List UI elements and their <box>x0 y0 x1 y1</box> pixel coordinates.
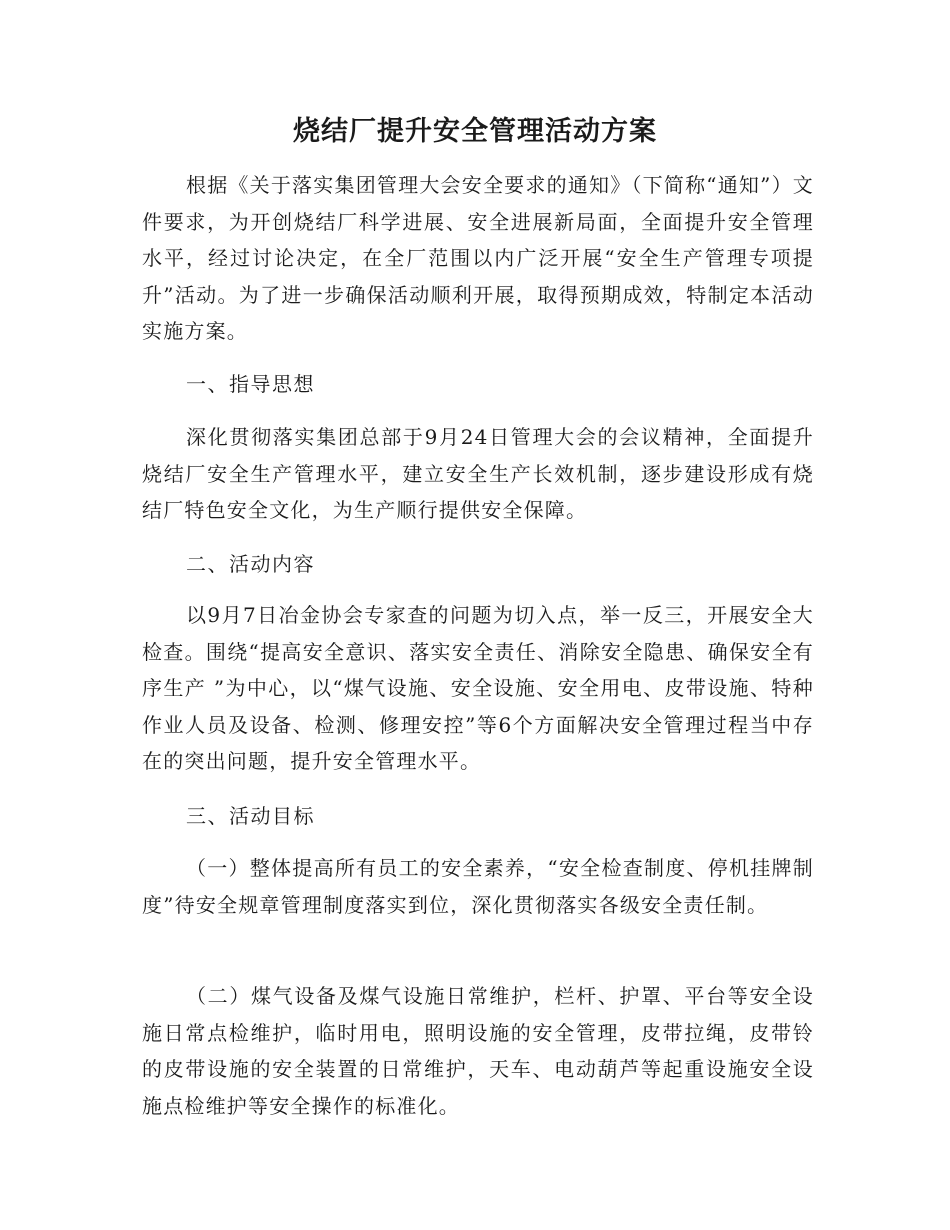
goal-item-2: （二）煤气设备及煤气设施日常维护，栏杆、护罩、平台等安全设施日常点检维护，临时用电，照明设施的安全管理，皮带拉绳，皮带铃的皮带设施的安全装置的日常维护，天车、电动葫芦等起重设施安全设施点检维护等安全操作的标准化。 <box>142 984 814 1118</box>
goal-item-1: （一）整体提高所有员工的安全素养，“安全检查制度、停机挂牌制度”待安全规章管理制度落实到位，深化贯彻落实各级安全责任制。 <box>142 856 814 917</box>
section-heading-guiding-ideology: 一、指导思想 <box>186 372 315 396</box>
section-heading-activity-goals: 三、活动目标 <box>186 804 315 828</box>
section-body-guiding-ideology: 深化贯彻落实集团总部于9月24日管理大会的会议精神，全面提升烧结厂安全生产管理水平，建立安全生产长效机制，逐步建设形成有烧结厂特色安全文化，为生产顺行提供安全保障。 <box>142 425 814 522</box>
document-title: 烧结厂提升安全管理活动方案 <box>293 116 657 147</box>
intro-paragraph: 根据《关于落实集团管理大会安全要求的通知》（下简称“通知”）文件要求，为开创烧结厂科学进展、安全进展新局面，全面提升安全管理水平，经过讨论决定，在全厂范围以内广泛开展“安全生产管理专项提升”活动。为了进一步确保活动顺利开展，取得预期成效，特制定本活动实施方案。 <box>142 173 814 343</box>
section-heading-activity-content: 二、活动内容 <box>186 552 315 576</box>
section-body-activity-content: 以9月7日冶金协会专家查的问题为切入点，举一反三，开展安全大检查。围绕“提高安全意识、落实安全责任、消除安全隐患、确保安全有序生产 ”为中心，以“煤气设施、安全设施、安全用电、皮带设施、特种作业人员及设备、检测、修理安控”等6个方面解决安全管理过程当中存在的突出问题，提升安全管理水平。 <box>142 603 814 773</box>
